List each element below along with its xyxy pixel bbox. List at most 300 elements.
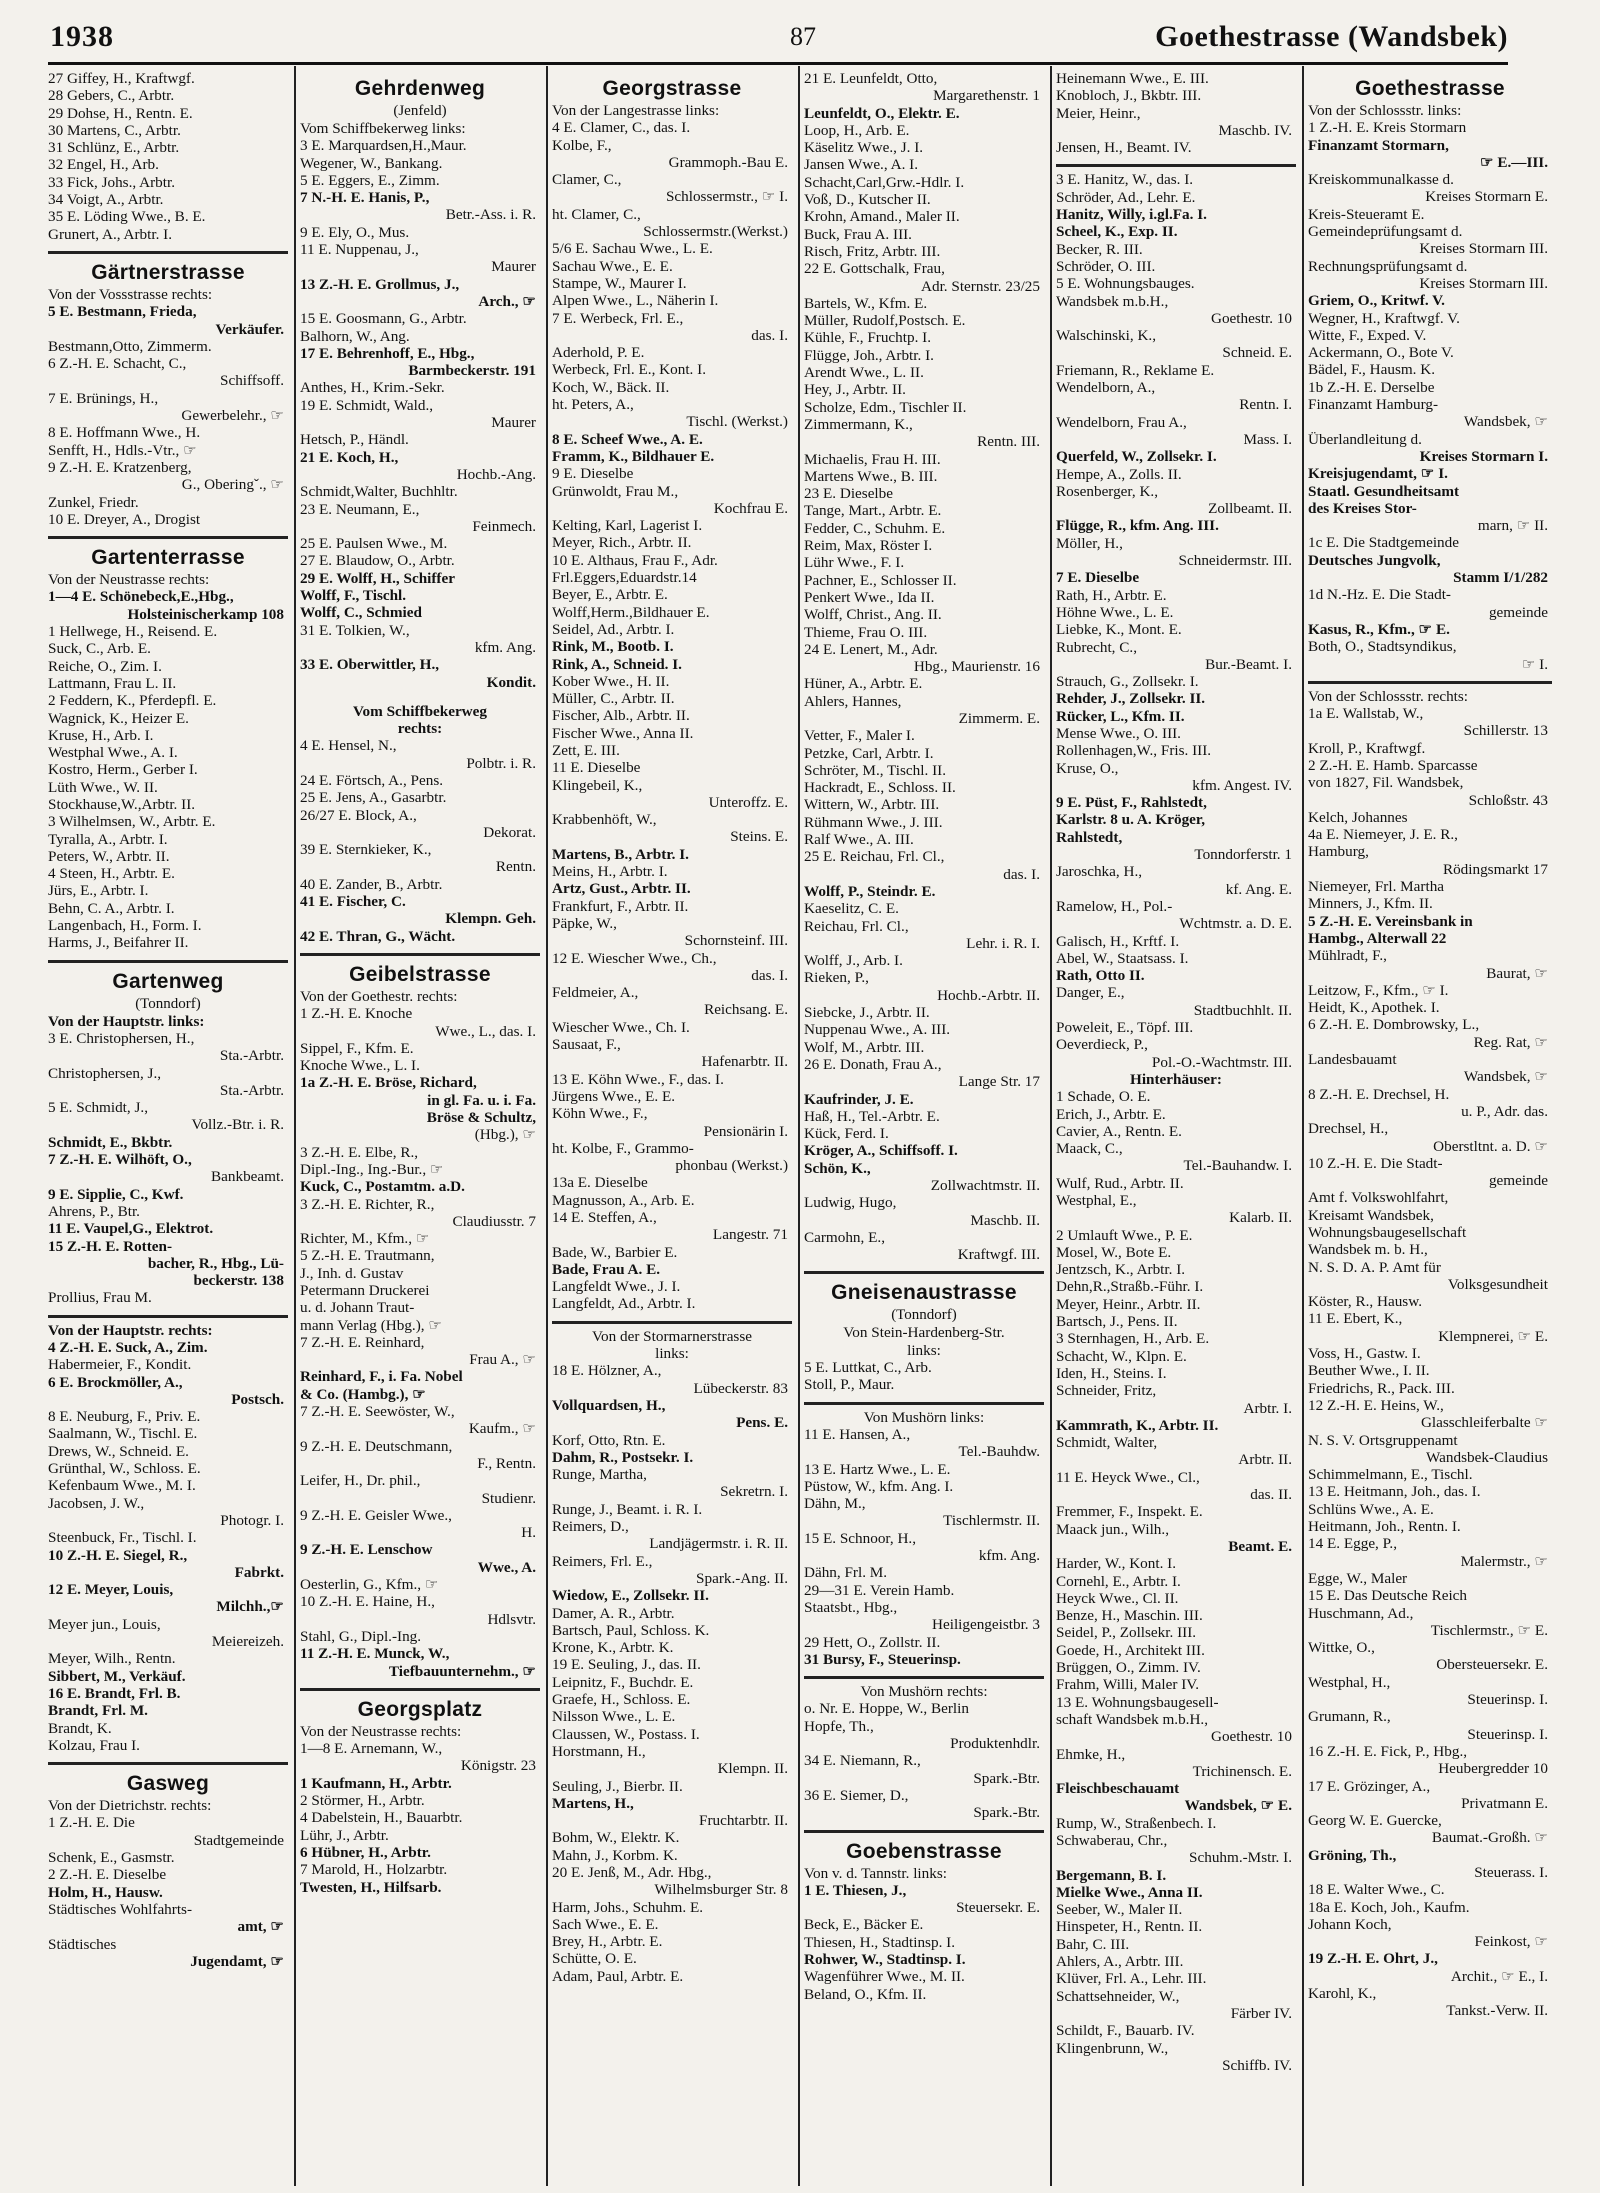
section-divider <box>1308 681 1552 684</box>
directory-entry: Westphal Wwe., A. I. <box>48 744 178 762</box>
directory-entry: F., Rentn. <box>477 1454 536 1472</box>
directory-entry: Von der Neustrasse rechts: <box>300 1722 462 1740</box>
directory-entry: 31 E. Tolkien, W., <box>300 621 410 639</box>
directory-entry: Walschinski, K., <box>1056 327 1157 345</box>
directory-entry: 34 E. Niemann, R., <box>804 1752 921 1770</box>
directory-entry: Adr. Sternstr. 23/25 <box>921 277 1040 295</box>
directory-entry: 11 E. Hansen, A., <box>804 1425 911 1443</box>
directory-entry: Ralf Wwe., A. III. <box>804 831 914 849</box>
directory-entry: 25 E. Jens, A., Gasarbtr. <box>300 789 447 807</box>
directory-entry: Kreises Stormarn E. <box>1425 188 1548 206</box>
directory-entry: Lühr, J., Arbtr. <box>300 1826 389 1844</box>
directory-entry: Hopfe, Th., <box>804 1717 874 1735</box>
directory-entry: Holsteinischerkamp 108 <box>127 605 284 623</box>
directory-entry: Adam, Paul, Arbtr. E. <box>552 1967 684 1985</box>
directory-entry: Müller, Rudolf,Postsch. E. <box>804 312 966 330</box>
directory-entry: Mass. I. <box>1243 430 1292 448</box>
directory-entry: Meins, H., Arbtr. I. <box>552 863 668 881</box>
directory-entry: 22 E. Gottschalk, Frau, <box>804 260 945 278</box>
directory-entry: Steuersekr. E. <box>956 1899 1040 1917</box>
directory-entry: Kreisamt Wandsbek, <box>1308 1206 1434 1224</box>
directory-entry: Kuck, C., Postamtm. a.D. <box>300 1178 465 1196</box>
street-title: Gartenterrasse <box>91 546 245 570</box>
directory-entry: Landesbauamt <box>1308 1051 1397 1069</box>
directory-entry: Thieme, Frau O. III. <box>804 623 928 641</box>
directory-entry: Steuerinsp. I. <box>1467 1691 1548 1709</box>
directory-entry: Werbeck, Frl. E., Kont. I. <box>552 361 706 379</box>
directory-entry: mann Verlag (Hbg.), ☞ <box>300 1316 442 1334</box>
directory-entry: Schneid. E. <box>1222 344 1292 362</box>
street-title: Gasweg <box>126 1772 210 1796</box>
directory-entry: Carmohn, E., <box>804 1228 885 1246</box>
directory-entry: 18 E. Hölzner, A., <box>552 1362 662 1380</box>
directory-entry: Michaelis, Frau H. III. <box>804 450 941 468</box>
directory-entry: Kelch, Johannes <box>1308 808 1408 826</box>
directory-entry: 10 E. Dreyer, A., Drogist <box>48 510 201 528</box>
directory-entry: Wendelborn, A., <box>1056 379 1156 397</box>
directory-entry: Reichau, Frl. Cl., <box>804 917 909 935</box>
directory-entry: Pens. E. <box>736 1414 788 1432</box>
directory-entry: 1 E. Thiesen, J., <box>804 1881 907 1899</box>
directory-entry: Kröger, A., Schiffsoff. I. <box>804 1142 958 1160</box>
directory-entry: Oberstltnt. a. D. ☞ <box>1433 1137 1548 1155</box>
directory-entry: Rechnungsprüfungsamt d. <box>1308 257 1468 275</box>
directory-entry: Kreises Stormarn III. <box>1419 240 1548 258</box>
directory-entry: 2 Umlauft Wwe., P. E. <box>1056 1226 1193 1244</box>
directory-entry: Martens Wwe., B. III. <box>804 467 938 485</box>
directory-entry: Langfeldt Wwe., J. I. <box>552 1278 681 1296</box>
directory-entry: Kondit. <box>486 673 536 691</box>
directory-entry: Krohn, Amand., Maler II. <box>804 208 960 226</box>
directory-entry: Kefenbaum Wwe., M. I. <box>48 1477 196 1495</box>
directory-entry: Hdlsvtr. <box>487 1610 536 1628</box>
page-number: 87 <box>790 22 816 51</box>
section-divider <box>48 960 288 963</box>
directory-entry: Von der Vossstrasse rechts: <box>48 285 213 303</box>
directory-entry: Feinkost, ☞ <box>1474 1933 1548 1951</box>
directory-entry: 4 Z.-H. E. Suck, A., Zim. <box>48 1339 208 1356</box>
directory-entry: Martens, H., <box>552 1794 634 1812</box>
directory-entry: Beck, E., Bäcker E. <box>804 1916 924 1934</box>
directory-entry: Möller, H., <box>1056 534 1123 552</box>
directory-entry: Mense Wwe., O. III. <box>1056 724 1181 742</box>
directory-entry: Photogr. I. <box>220 1511 284 1529</box>
directory-entry: 25 E. Paulsen Wwe., M. <box>300 535 448 553</box>
directory-entry: 5 E. Eggers, E., Zimm. <box>300 171 440 189</box>
directory-entry: Kolzau, Frau I. <box>48 1736 140 1754</box>
directory-entry: 29—31 E. Verein Hamb. <box>804 1581 955 1599</box>
directory-entry: Wolf, M., Arbtr. III. <box>804 1038 925 1056</box>
directory-entry: 7 Marold, H., Holzarbtr. <box>300 1861 448 1879</box>
directory-entry: Sibbert, M., Verkäuf. <box>48 1667 186 1685</box>
directory-entry: Tange, Mart., Arbtr. E. <box>804 502 942 520</box>
directory-entry: Egge, W., Maler <box>1308 1569 1408 1587</box>
directory-entry: Stadtbuchhlt. II. <box>1193 1001 1292 1019</box>
directory-entry: 14 E. Steffen, A., <box>552 1209 657 1226</box>
directory-entry: Fabrkt. <box>234 1563 284 1581</box>
directory-entry: Vollquardsen, H., <box>552 1396 666 1414</box>
directory-entry: Dehn,R.,Straßb.-Führ. I. <box>1056 1278 1204 1296</box>
directory-entry: gemeinde <box>1488 603 1548 621</box>
directory-entry: Spark.-Btr. <box>973 1804 1040 1822</box>
directory-entry: Sausaat, F., <box>552 1036 621 1054</box>
directory-entry: Schön, K., <box>804 1159 871 1177</box>
directory-entry: 11 E. Dieselbe <box>552 759 641 777</box>
directory-entry: Volksgesundheit <box>1447 1275 1548 1293</box>
directory-entry: Artz, Gust., Arbtr. II. <box>552 880 691 898</box>
directory-entry: Balhorn, W., Ang. <box>300 327 410 345</box>
directory-entry: Drechsel, H., <box>1308 1120 1389 1138</box>
directory-entry: 3 Z.-H. E. Richter, R., <box>300 1195 435 1213</box>
directory-entry: ☞ I. <box>1521 655 1548 673</box>
directory-entry: Magnusson, A., Arb. E. <box>552 1191 695 1209</box>
column-divider <box>1302 66 1304 2186</box>
directory-entry: Johann Koch, <box>1308 1915 1392 1933</box>
directory-entry: Becker, R. III. <box>1056 240 1143 258</box>
directory-entry: Stamm I/1/282 <box>1453 569 1548 587</box>
directory-entry: Heyck Wwe., Cl. II. <box>1056 1589 1179 1607</box>
directory-entry: 10 Z.-H. E. Haine, H., <box>300 1593 435 1611</box>
directory-entry: Rehder, J., Zollsekr. II. <box>1056 690 1206 708</box>
directory-entry: Friemann, R., Reklame E. <box>1056 361 1215 379</box>
directory-entry: 8 Z.-H. E. Drechsel, H. <box>1308 1085 1450 1103</box>
directory-entry: 9 E. Ely, O., Mus. <box>300 223 410 241</box>
directory-entry: Malermstr., ☞ <box>1460 1552 1548 1570</box>
directory-entry: Risch, Fritz, Arbtr. III. <box>804 242 941 260</box>
directory-entry: Hempe, A., Zolls. II. <box>1056 465 1182 483</box>
directory-entry: Liebke, K., Mont. E. <box>1056 621 1182 639</box>
directory-entry: 9 Z.-H. E. Deutschmann, <box>300 1437 453 1455</box>
directory-entry: Meiereizeh. <box>211 1633 284 1651</box>
directory-entry: 7 E. Werbeck, Frl. E., <box>552 309 684 327</box>
directory-entry: 3 E. Marquardsen,H.,Maur. <box>300 137 467 155</box>
directory-entry: Von der Neustrasse rechts: <box>48 571 210 589</box>
directory-entry: rechts: <box>397 720 443 738</box>
directory-entry: Schildt, F., Bauarb. IV. <box>1056 2022 1195 2040</box>
section-divider <box>48 536 288 539</box>
directory-entry: Schlossermstr., ☞ I. <box>665 188 788 206</box>
directory-entry: Schmidt, E., Bkbtr. <box>48 1133 173 1151</box>
directory-entry: Püstow, W., kfm. Ang. I. <box>804 1477 954 1495</box>
directory-entry: Beamt. E. <box>1228 1537 1292 1555</box>
section-divider <box>804 1402 1044 1405</box>
directory-entry: Schröder, Ad., Lehr. E. <box>1056 188 1196 206</box>
directory-entry: 25 E. Reichau, Frl. Cl., <box>804 848 945 866</box>
section-divider <box>300 953 540 956</box>
directory-entry: 29 Hett, O., Zollstr. II. <box>804 1633 941 1651</box>
directory-entry: Koch, W., Bäck. II. <box>552 378 670 396</box>
directory-entry: Heiligengeistbr. 3 <box>932 1616 1040 1634</box>
directory-entry: 11 E. Heyck Wwe., Cl., <box>1056 1468 1200 1486</box>
directory-entry: Sekretrn. I. <box>720 1483 788 1501</box>
directory-entry: Bankbeamt. <box>211 1168 284 1186</box>
directory-entry: links: <box>655 1345 689 1363</box>
directory-entry: 4 E. Hensel, N., <box>300 737 397 755</box>
directory-entry: Stadtgemeinde <box>193 1831 284 1849</box>
directory-entry: Wilhelmsburger Str. 8 <box>654 1881 788 1899</box>
directory-entry: Horstmann, H., <box>552 1742 646 1760</box>
directory-entry: Cavier, A., Rentn. E. <box>1056 1122 1182 1140</box>
directory-entry: 28 Gebers, C., Arbtr. <box>48 87 175 105</box>
directory-entry: Archit., ☞ E., I. <box>1450 1967 1548 1985</box>
directory-entry: bacher, R., Hbg., Lü- <box>147 1254 284 1272</box>
directory-entry: Wolff,Herm.,Bildhauer E. <box>552 603 710 621</box>
directory-entry: Grunert, A., Arbtr. I. <box>48 225 173 243</box>
directory-entry: das. II. <box>1250 1486 1292 1504</box>
directory-entry: Wolff, C., Schmied <box>300 604 422 622</box>
directory-entry: Alpen Wwe., L., Näherin I. <box>552 292 719 310</box>
directory-entry: Von der Schlossstr. rechts: <box>1308 687 1469 705</box>
directory-entry: Christophersen, J., <box>48 1064 162 1082</box>
directory-entry: Hambg., Alterwall 22 <box>1308 929 1447 947</box>
column-divider <box>1050 66 1052 2186</box>
directory-entry: Grünthal, W., Schloss. E. <box>48 1460 201 1478</box>
directory-entry: J., Inh. d. Gustav <box>300 1264 404 1282</box>
directory-entry: 3 Wilhelmsen, W., Arbtr. E. <box>48 813 216 831</box>
directory-entry: Leitzow, F., Kfm., ☞ I. <box>1308 981 1449 999</box>
directory-entry: 17 E. Grözinger, A., <box>1308 1777 1431 1795</box>
directory-entry: Finanzamt Stormarn, <box>1308 136 1449 154</box>
directory-entry: Maschb. IV. <box>1218 121 1292 139</box>
directory-entry: Stoll, P., Maur. <box>804 1376 895 1394</box>
directory-entry: ht. Clamer, C., <box>552 205 641 223</box>
directory-entry: 5 E. Schmidt, J., <box>48 1099 148 1117</box>
street-title: Georgstrasse <box>602 77 742 100</box>
directory-entry: Zett, E. III. <box>552 741 620 759</box>
directory-entry: 33 E. Oberwittler, H., <box>300 656 440 674</box>
directory-entry: Senfft, H., Hdls.-Vtr., ☞ <box>48 441 197 459</box>
directory-entry: Wagenführer Wwe., M. II. <box>804 1968 965 1986</box>
directory-entry: Spark.-Btr. <box>973 1769 1040 1787</box>
directory-entry: 11 E. Nuppenau, J., <box>300 241 419 259</box>
directory-entry: Lange Str. 17 <box>958 1073 1040 1091</box>
directory-entry: Huschmann, Ad., <box>1308 1604 1414 1622</box>
directory-entry: Wandsbek m. b. H., <box>1308 1241 1428 1259</box>
directory-entry: Steuerass. I. <box>1474 1863 1548 1881</box>
directory-entry: Rubrecht, C., <box>1056 638 1137 656</box>
directory-entry: Reg. Rat, ☞ <box>1473 1033 1548 1051</box>
directory-entry: Von der Hauptstr. rechts: <box>48 1321 213 1339</box>
directory-entry: Reiche, O., Zim. I. <box>48 657 162 675</box>
directory-entry: Wittern, W., Arbtr. III. <box>804 796 940 814</box>
directory-entry: Sta.-Arbtr. <box>219 1047 284 1065</box>
directory-entry: Wohnungsbaugesellschaft <box>1308 1224 1467 1241</box>
directory-entry: Peters, W., Arbtr. II. <box>48 847 170 865</box>
directory-entry: Rollenhagen,W., Fris. III. <box>1056 742 1212 760</box>
directory-entry: Unteroffz. E. <box>708 793 788 811</box>
directory-entry: u. P., Adr. das. <box>1461 1102 1548 1120</box>
directory-entry: Haß, H., Tel.-Arbtr. E. <box>804 1107 940 1125</box>
directory-entry: Langenbach, H., Form. I. <box>48 917 202 935</box>
directory-entry: Grünwoldt, Frau M., <box>552 482 679 500</box>
directory-entry: 16 Z.-H. E. Fick, P., Hbg., <box>1308 1742 1468 1760</box>
directory-entry: Langfeldt, Ad., Arbtr. I. <box>552 1295 696 1313</box>
directory-entry: Schneider, Fritz, <box>1056 1382 1157 1400</box>
directory-entry: Städtisches Wohlfahrts- <box>48 1900 193 1918</box>
directory-entry: Ahlers, A., Arbtr. III. <box>1056 1953 1184 1971</box>
directory-entry: 1a E. Wallstab, W., <box>1308 705 1424 723</box>
directory-entry: 18a E. Koch, Joh., Kaufm. <box>1308 1898 1470 1916</box>
directory-entry: 4 Steen, H., Arbtr. E. <box>48 865 175 883</box>
directory-entry: Wwe., A. <box>477 1558 536 1576</box>
directory-entry: Kolbe, F., <box>552 136 612 154</box>
directory-entry: Wolff, J., Arb. I. <box>804 952 903 970</box>
section-divider <box>48 1315 288 1318</box>
directory-entry: Nilsson Wwe., L. E. <box>552 1708 676 1726</box>
directory-entry: 18 E. Walter Wwe., C. <box>1308 1881 1445 1899</box>
directory-entry: Höhne Wwe., L. E. <box>1056 603 1174 621</box>
directory-entry: Schlüns Wwe., A. E. <box>1308 1500 1434 1518</box>
street-title: Gehrdenweg <box>354 77 486 100</box>
directory-entry: Gröning, Th., <box>1308 1846 1397 1864</box>
directory-entry: Vetter, F., Maler I. <box>804 727 915 745</box>
directory-entry: ht. Peters, A., <box>552 396 634 414</box>
directory-entry: 31 Bursy, F., Steuerinsp. <box>804 1650 961 1668</box>
directory-entry: Tonndorferstr. 1 <box>1194 846 1292 864</box>
directory-entry: Danger, E., <box>1056 984 1125 1002</box>
directory-entry: Schneidermstr. III. <box>1178 552 1292 570</box>
directory-entry: Wegener, W., Bankang. <box>300 154 443 172</box>
directory-entry: Korf, Otto, Rtn. E. <box>552 1431 666 1449</box>
street-title: Goebenstrasse <box>846 1839 1002 1863</box>
directory-entry: Meyer, Rich., Arbtr. II. <box>552 534 692 552</box>
directory-entry: 10 Z.-H. E. Siegel, R., <box>48 1546 188 1564</box>
directory-entry: Arbtr. I. <box>1243 1399 1292 1417</box>
directory-entry: 5 Z.-H. E. Vereinsbank in <box>1308 912 1473 930</box>
directory-entry: Scheel, K., Exp. II. <box>1056 223 1178 241</box>
directory-entry: Abel, W., Staatsass. I. <box>1056 949 1189 967</box>
directory-entry: Meyer jun., Louis, <box>48 1615 161 1633</box>
directory-entry: Goethestr. 10 <box>1211 309 1292 327</box>
directory-entry: Sta.-Arbtr. <box>219 1081 284 1099</box>
directory-entry: Loop, H., Arb. E. <box>804 121 910 139</box>
directory-entry: das. I. <box>751 326 788 344</box>
directory-entry: Wolff, F., Tischl. <box>300 587 407 605</box>
directory-entry: 7 Z.-H. E. Seewöster, W., <box>300 1403 455 1421</box>
directory-entry: Bädel, F., Hausm. K. <box>1308 361 1436 379</box>
directory-entry: Hochb.-Arbtr. II. <box>937 986 1040 1004</box>
street-title: Goethestrasse <box>1355 77 1505 100</box>
directory-entry: Seidel, Ad., Arbtr. I. <box>552 620 675 638</box>
directory-entry: Sach Wwe., E. E. <box>552 1915 659 1933</box>
directory-entry: Hüner, A., Arbtr. E. <box>804 675 923 693</box>
directory-entry: 5 E. Bestmann, Frieda, <box>48 303 197 321</box>
directory-entry: Hafenarbtr. II. <box>701 1053 788 1071</box>
directory-entry: 1—8 E. Arnemann, W., <box>300 1740 443 1758</box>
directory-entry: Jugendamt, ☞ <box>190 1952 284 1970</box>
directory-entry: Schröder, O. III. <box>1056 257 1156 275</box>
directory-entry: Kasus, R., Kfm., ☞ E. <box>1308 620 1450 638</box>
directory-entry: Schmidt, Walter, <box>1056 1434 1158 1452</box>
directory-entry: 13 E. Hartz Wwe., L. E. <box>804 1460 951 1478</box>
directory-entry: Wwe., L., das. I. <box>435 1022 536 1040</box>
directory-entry: Dekorat. <box>483 823 536 841</box>
directory-entry: Klingenbrunn, W., <box>1056 2039 1169 2057</box>
directory-entry: Georg W. E. Guercke, <box>1308 1812 1442 1830</box>
directory-entry: phonbau (Werkst.) <box>675 1157 788 1175</box>
directory-entry: Scholze, Edm., Tischler II. <box>804 398 967 416</box>
directory-entry: 12 E. Meyer, Louis, <box>48 1581 174 1599</box>
directory-entry: Arendt Wwe., L. II. <box>804 364 924 382</box>
directory-entry: Stockhause,W.,Arbtr. II. <box>48 795 196 813</box>
directory-entry: 5 E. Luttkat, C., Arb. <box>804 1359 932 1377</box>
directory-entry: Querfeld, W., Zollsekr. I. <box>1056 448 1217 466</box>
directory-entry: Goethestr. 10 <box>1211 1728 1292 1746</box>
directory-entry: 1c E. Die Stadtgemeinde <box>1308 534 1459 552</box>
directory-entry: 12 E. Wiescher Wwe., Ch., <box>552 949 717 967</box>
directory-entry: Von v. d. Tannstr. links: <box>804 1864 947 1882</box>
directory-entry: 15 E. Goosmann, G., Arbtr. <box>300 310 467 328</box>
directory-entry: in gl. Fa. u. i. Fa. <box>427 1091 536 1109</box>
directory-entry: Westphal, H., <box>1308 1673 1391 1691</box>
directory-entry: 13 E. Wohnungsbaugesell- <box>1056 1693 1219 1711</box>
directory-entry: Fischer, Alb., Arbtr. II. <box>552 707 690 725</box>
directory-entry: Tyralla, A., Arbtr. I. <box>48 830 168 848</box>
directory-entry: Martens, B., Arbtr. I. <box>552 845 689 863</box>
directory-entry: Stahl, G., Dipl.-Ing. <box>300 1627 422 1645</box>
directory-entry: Mühlradt, F., <box>1308 947 1387 965</box>
directory-entry: Wandsbek, ☞ <box>1463 1068 1548 1086</box>
directory-entry: Rump, W., Straßenbech. I. <box>1056 1814 1217 1832</box>
directory-entry: Harms, J., Beifahrer II. <box>48 934 189 952</box>
directory-entry: 5 E. Wohnungsbauges. <box>1056 275 1195 293</box>
street-title: Gärtnerstrasse <box>91 260 245 284</box>
directory-entry: Damer, A. R., Arbtr. <box>552 1604 675 1622</box>
directory-entry: Ahlers, Hannes, <box>804 692 902 710</box>
directory-entry: Feldmeier, A., <box>552 984 639 1002</box>
directory-entry: Hetsch, P., Händl. <box>300 431 409 449</box>
directory-entry: Studienr. <box>481 1489 536 1507</box>
directory-entry: Vom Schiffbekerweg <box>352 702 487 720</box>
directory-entry: Lühr Wwe., F. I. <box>804 554 905 572</box>
directory-entry: Tiefbauunternehm., ☞ <box>388 1662 536 1680</box>
directory-entry: Flügge, Joh., Arbtr. I. <box>804 346 934 364</box>
directory-entry: Twesten, H., Hilfsarb. <box>300 1878 442 1896</box>
spacer <box>300 691 540 703</box>
directory-entry: Oeverdieck, P., <box>1056 1036 1148 1054</box>
directory-entry: Hinterhäuser: <box>1130 1070 1222 1088</box>
directory-entry: Sippel, F., Kfm. E. <box>300 1039 414 1057</box>
directory-entry: 14 E. Egge, P., <box>1308 1535 1398 1553</box>
directory-entry: Hey, J., Arbtr. II. <box>804 381 906 399</box>
directory-entry: Tischlermstr., ☞ E. <box>1430 1621 1548 1639</box>
directory-entry: 1—4 E. Schönebeck,E.,Hbg., <box>48 588 234 606</box>
directory-entry: marn, ☞ II. <box>1477 517 1548 535</box>
directory-entry: 2 Z.-H. E. Dieselbe <box>48 1866 167 1884</box>
directory-entry: Landjägermstr. i. R. II. <box>649 1535 788 1553</box>
directory-entry: Fleischbeschauamt <box>1056 1780 1180 1798</box>
directory-entry: Rosenberger, K., <box>1056 482 1159 500</box>
directory-entry: Suck, C., Arb. E. <box>48 640 151 658</box>
directory-entry: Rühmann Wwe., J. III. <box>804 813 943 831</box>
directory-entry: 3 Z.-H. E. Elbe, R., <box>300 1143 419 1161</box>
directory-entry: 2 Störmer, H., Arbtr. <box>300 1792 425 1810</box>
directory-entry: Wulf, Rud., Arbtr. II. <box>1056 1174 1184 1192</box>
directory-entry: Seidel, P., Zollsekr. III. <box>1056 1624 1197 1642</box>
directory-entry: 23 E. Dieselbe <box>804 485 893 503</box>
directory-entry: 26 E. Donath, Frau A., <box>804 1055 942 1073</box>
directory-entry: kfm. Angest. IV. <box>1192 776 1292 794</box>
directory-entry: Erich, J., Arbtr. E. <box>1056 1105 1166 1123</box>
directory-entry: Wchtmstr. a. D. E. <box>1179 915 1292 933</box>
directory-entry: Vom Schiffbekerweg links: <box>300 120 466 137</box>
directory-entry: Tel.-Bauhandw. I. <box>1183 1157 1292 1175</box>
directory-entry: 19 E. Schmidt, Wald., <box>300 396 434 414</box>
directory-entry: Maschb. II. <box>970 1211 1040 1229</box>
directory-entry: 13 E. Heitmann, Joh., das. I. <box>1308 1483 1481 1501</box>
directory-entry: 19 Z.-H. E. Ohrt, J., <box>1308 1950 1438 1968</box>
directory-entry: Buck, Frau A. III. <box>804 225 912 243</box>
